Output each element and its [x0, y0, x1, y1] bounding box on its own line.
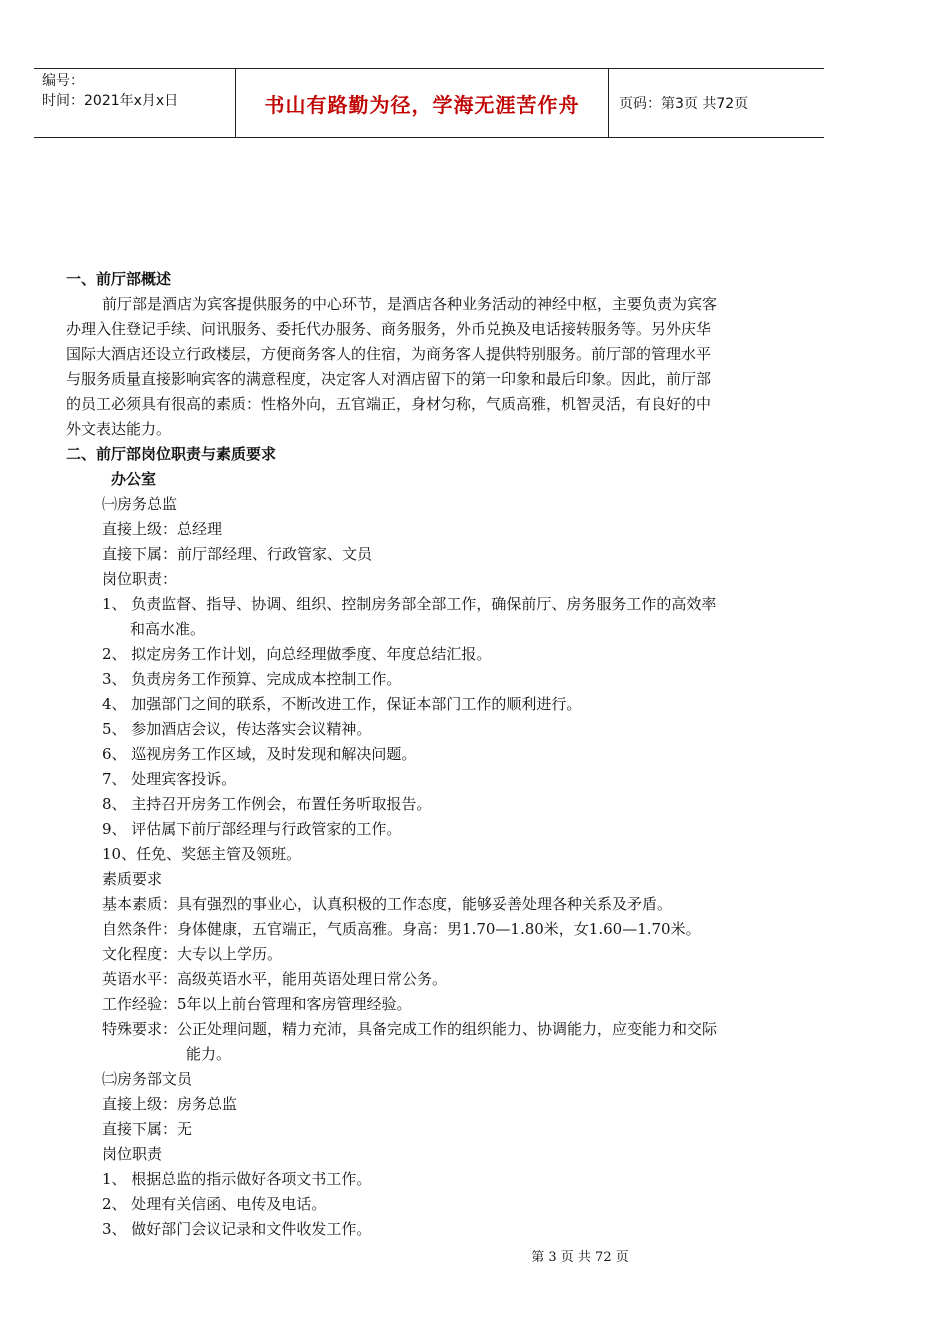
quality-item: 基本素质：具有强烈的事业心，认真积极的工作态度，能够妥善处理各种关系及矛盾。: [102, 895, 673, 913]
duty-item: 1、 负责监督、指导、协调、组织、控制房务部全部工作，确保前厅、房务服务工作的高效率: [102, 595, 717, 613]
list-item: 岗位职责：: [102, 570, 178, 588]
quality-item: 特殊要求：公正处理问题，精力充沛，具备完成工作的组织能力、协调能力，应变能力和交际: [102, 1020, 718, 1038]
paragraph-line: 前厅部是酒店为宾客提供服务的中心环节，是酒店各种业务活动的神经中枢，主要负责为宾客: [102, 295, 718, 313]
list-item: 素质要求: [102, 870, 163, 888]
quality-item: 自然条件：身体健康，五官端正，气质高雅。身高：男1.70—1.80米，女1.60—1.70米。: [102, 920, 701, 938]
paragraph-line: 外文表达能力。: [66, 420, 172, 438]
list-item: 直接下属：前厅部经理、行政管家、文员: [102, 545, 373, 563]
page-footer: 第 3 页 共 72 页: [531, 1250, 629, 1265]
duty-item: 6、 巡视房务工作区域，及时发现和解决问题。: [102, 745, 417, 763]
quality-item: 能力。: [186, 1045, 232, 1063]
paragraph-line: 的员工必须具有很高的素质：性格外向，五官端正，身材匀称，气质高雅，机智灵活，有良好的中: [66, 395, 712, 413]
section-title: 二、前厅部岗位职责与素质要求: [66, 445, 277, 463]
paragraph-line: 国际大酒店还设立行政楼层，方便商务客人的住宿，为商务客人提供特别服务。前厅部的管理水平: [66, 345, 712, 363]
list-item: 岗位职责: [102, 1145, 163, 1163]
duty-item: 8、 主持召开房务工作例会，布置任务听取报告。: [102, 795, 432, 813]
quality-item: 英语水平：高级英语水平，能用英语处理日常公务。: [102, 970, 448, 988]
duty-item: 5、 参加酒店会议，传达落实会议精神。: [102, 720, 372, 738]
section-title: 一、前厅部概述: [66, 270, 172, 288]
quality-item: 工作经验：5年以上前台管理和客房管理经验。: [102, 995, 412, 1013]
role-title: ㈠房务总监: [102, 495, 178, 513]
duty-item: 7、 处理宾客投诉。: [102, 770, 237, 788]
list-item: 直接上级：总经理: [102, 520, 223, 538]
duty-item: 4、 加强部门之间的联系，不断改进工作，保证本部门工作的顺利进行。: [102, 695, 582, 713]
role-title: ㈡房务部文员: [102, 1070, 193, 1088]
page-header: [34, 68, 824, 138]
duty-item: 3、 负责房务工作预算、完成成本控制工作。: [102, 670, 402, 688]
list-item: 直接下属：无: [102, 1120, 193, 1138]
duty-item: 和高水准。: [130, 620, 206, 638]
document-number: 编号：: [42, 73, 84, 89]
header-meta: [34, 69, 235, 137]
quality-item: 文化程度：大专以上学历。: [102, 945, 283, 963]
header-motto: 书山有路勤为径，学海无涯苦作舟: [235, 69, 609, 137]
paragraph-line: 与服务质量直接影响宾客的满意程度，决定客人对酒店留下的第一印象和最后印象。因此，前厅部: [66, 370, 712, 388]
duty-item: 2、 拟定房务工作计划，向总经理做季度、年度总结汇报。: [102, 645, 492, 663]
paragraph-line: 办理入住登记手续、问讯服务、委托代办服务、商务服务，外币兑换及电话接转服务等。另外庆华: [66, 320, 712, 338]
duty-item: 3、 做好部门会议记录和文件收发工作。: [102, 1220, 372, 1238]
document-time: 时间：2021年x月x日: [42, 93, 179, 109]
duty-item: 10、任免、奖惩主管及领班。: [102, 845, 302, 863]
duty-item: 2、 处理有关信函、电传及电话。: [102, 1195, 327, 1213]
duty-item: 1、 根据总监的指示做好各项文书工作。: [102, 1170, 372, 1188]
header-page-number: 页码：第3页 共72页: [619, 96, 749, 112]
list-item: 直接上级：房务总监: [102, 1095, 238, 1113]
subsection-title: 办公室: [111, 470, 157, 488]
duty-item: 9、 评估属下前厅部经理与行政管家的工作。: [102, 820, 402, 838]
